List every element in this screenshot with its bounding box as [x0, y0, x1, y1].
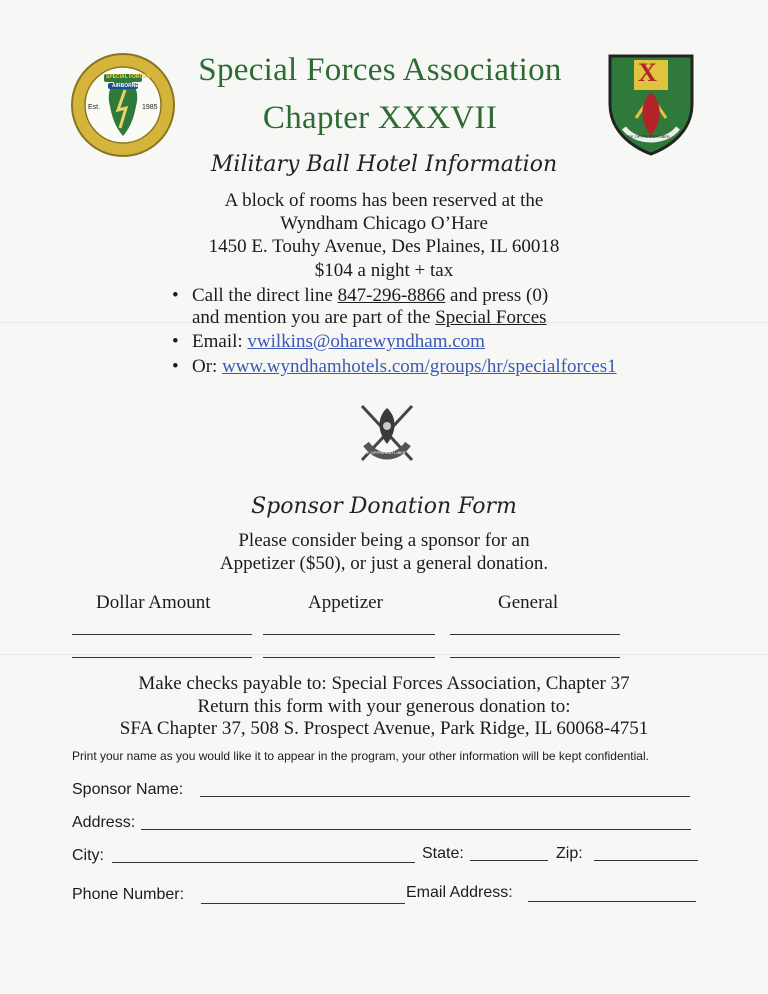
general-line-1[interactable]	[450, 634, 620, 635]
bullet-email	[172, 331, 485, 353]
address-label: Address:	[72, 814, 136, 831]
appetizer-line-2[interactable]	[263, 657, 435, 658]
dollar-amount-line-1[interactable]	[72, 634, 252, 635]
bullet-call	[172, 285, 548, 307]
address-field[interactable]	[141, 829, 691, 830]
sponsor-line-2: Appetizer ($50), or just a general donation.	[219, 553, 549, 574]
city-label: City:	[72, 847, 104, 864]
col-dollar-amount: Dollar Amount	[96, 592, 211, 613]
hotel-heading: Military Ball Hotel Information	[210, 152, 558, 177]
bullet-web	[172, 356, 617, 378]
sponsor-line-1: Please consider being a sponsor for an	[238, 530, 530, 551]
seal-est-label: Est.	[88, 104, 101, 111]
web-label: Or:	[192, 356, 223, 377]
payment-line-2: Return this form with your generous donation to:	[197, 696, 571, 717]
hotel-rate: $104 a night + tax	[314, 260, 454, 281]
crest-motto: DE OPPRESSO LIBER	[628, 134, 670, 139]
state-field[interactable]	[470, 860, 548, 861]
page-subtitle: Chapter XXXVII	[262, 100, 498, 136]
paper-fold-bottom	[0, 654, 768, 656]
hotel-address: 1450 E. Touhy Avenue, Des Plaines, IL 60018	[208, 236, 560, 257]
phone-label: Phone Number:	[72, 886, 185, 903]
crest-roman-numeral: X	[638, 58, 657, 87]
special-forces-crest-icon	[356, 400, 418, 466]
hotel-line-1: A block of rooms has been reserved at the	[224, 190, 544, 211]
col-appetizer: Appetizer	[308, 592, 383, 613]
email-field[interactable]	[528, 901, 696, 902]
mention-text: and mention you are part of the	[192, 307, 436, 328]
bullet-call-line2	[192, 307, 547, 329]
sponsor-name-field[interactable]	[200, 796, 690, 797]
seal-est-year: 1985	[142, 104, 158, 111]
page-title: Special Forces Association	[198, 52, 562, 88]
payment-address: SFA Chapter 37, 508 S. Prospect Avenue, Park Ridge, IL 60068-4751	[119, 718, 649, 739]
hotel-line-2: Wyndham Chicago O’Hare	[280, 213, 488, 234]
email-label: Email:	[192, 331, 248, 352]
bullet-dot: •	[172, 331, 179, 352]
special-forces-underlined: Special Forces	[435, 307, 547, 328]
hotel-email-link[interactable]: vwilkins@oharewyndham.com	[247, 331, 485, 352]
dollar-amount-line-2[interactable]	[72, 657, 252, 658]
city-field[interactable]	[112, 862, 415, 863]
hotel-booking-link[interactable]: www.wyndhamhotels.com/groups/hr/specialforces1	[222, 356, 617, 377]
general-line-2[interactable]	[450, 657, 620, 658]
zip-field[interactable]	[594, 860, 698, 861]
seal-banner-top: SPECIAL FORCES	[106, 74, 150, 80]
call-text-post: and press (0)	[445, 285, 549, 306]
state-label: State:	[422, 845, 464, 862]
call-text-pre: Call the direct line	[192, 285, 338, 306]
email-label: Email Address:	[406, 884, 513, 901]
phone-field[interactable]	[201, 903, 405, 904]
privacy-note: Print your name as you would like it to appear in the program, your other information will be kept confidential.	[72, 749, 649, 763]
zip-label: Zip:	[556, 845, 583, 862]
bullet-dot: •	[172, 285, 179, 306]
col-general: General	[498, 592, 559, 613]
appetizer-line-1[interactable]	[263, 634, 435, 635]
payment-line-1: Make checks payable to: Special Forces Association, Chapter 37	[138, 673, 630, 694]
bullet-dot: •	[172, 356, 179, 377]
center-crest-motto: DE OPPRESSO LIBER	[364, 450, 406, 455]
hotel-phone-number[interactable]: 847-296-8866	[337, 285, 446, 306]
sponsor-heading: Sponsor Donation Form	[251, 494, 517, 519]
sponsor-name-label: Sponsor Name:	[72, 781, 184, 798]
seal-banner-bottom: AIRBORNE	[112, 83, 139, 89]
